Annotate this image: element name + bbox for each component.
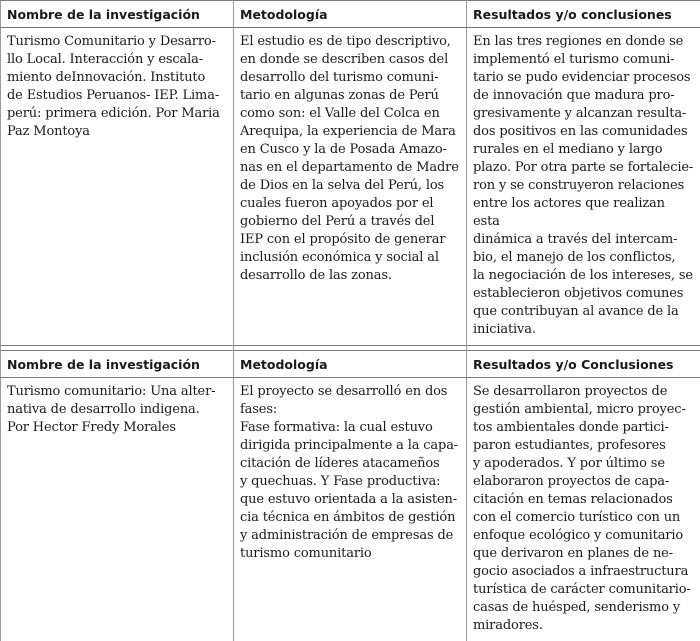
- methodology-text: El estudio es de tipo descriptivo, en donde se describen casos del desarrollo del turismo comuni- tario en algunas zonas de Perú como son: el Valle del Colca en Arequipa, la experiencia de Mara en Cusco y la de Posada Amazo- nas en el departamento de Madre de Dios en la selva del Perú, los cuales fueron apoyados por el gobierno del Perú a través del IEP con el propósito de generar inclusión económica y social al desarrollo de las zonas.: [240, 33, 460, 285]
- header-research-name: Nombre de la investigación: [1, 1, 234, 28]
- table-header-row: [1, 1, 700, 28]
- header-methodology: Metodología: [234, 1, 467, 28]
- results-text: En las tres regiones en donde se implementó el turismo comuni- tario se pudo evidenciar procesos de innovación que madura pro- gresivamente y alcanzan resulta- dos positivos en las comunidades rurales en el mediano y largo plazo. Por otra parte se fortalecie- ron y se construyeron relaciones entre los actores que realizan esta dinámica a través del intercam- bio, el manejo de los conflictos, la negociación de los intereses, se establecieron objetivos comunes que contribuyan al avance de la iniciativa.: [473, 33, 694, 339]
- methodology-text: El proyecto se desarrolló en dos fases: Fase formativa: la cual estuvo dirigida principalmente a la capa- citación de líderes atacameños y quechuas. Y Fase productiva: que estuvo orientada a la asisten- cia técnica en ámbitos de gestión y administración de empresas de turismo comunitario: [240, 383, 460, 563]
- table-row: [1, 378, 700, 641]
- research-name-text: Turismo comunitario: Una alter- nativa de desarrollo indigena. Por Hector Fredy Morales: [7, 383, 227, 437]
- table-header-row: [1, 351, 700, 378]
- cell-methodology: [234, 28, 467, 346]
- header-methodology: Metodología: [234, 351, 467, 378]
- cell-research-name: [1, 28, 234, 346]
- table-row: [1, 28, 700, 346]
- header-results: Resultados y/o Conclusiones: [467, 351, 700, 378]
- cell-methodology: [234, 378, 467, 641]
- research-name-text: Turismo Comunitario y Desarro- llo Local. Interacción y escala- miento deInnovación. Instituto de Estudios Peruanos- IEP. Lima- perú: primera edición. Por Maria Paz Montoya: [7, 33, 227, 141]
- header-results: Resultados y/o conclusiones: [467, 1, 700, 28]
- cell-research-name: [1, 378, 234, 641]
- header-research-name: Nombre de la investigación: [1, 351, 234, 378]
- cell-results: [467, 378, 700, 641]
- cell-results: [467, 28, 700, 346]
- results-text: Se desarrollaron proyectos de gestión ambiental, micro proyec- tos ambientales donde partici- paron estudiantes, profesores y apoderados. Y por último se elaboraron proyectos de capa- citación en temas relacionados con el comercio turístico con un enfoque ecológico y comunitario que derivaron en planes de ne- gocio asociados a infraestructura turística de carácter comunitario- casas de huésped, senderismo y miradores.: [473, 383, 694, 635]
